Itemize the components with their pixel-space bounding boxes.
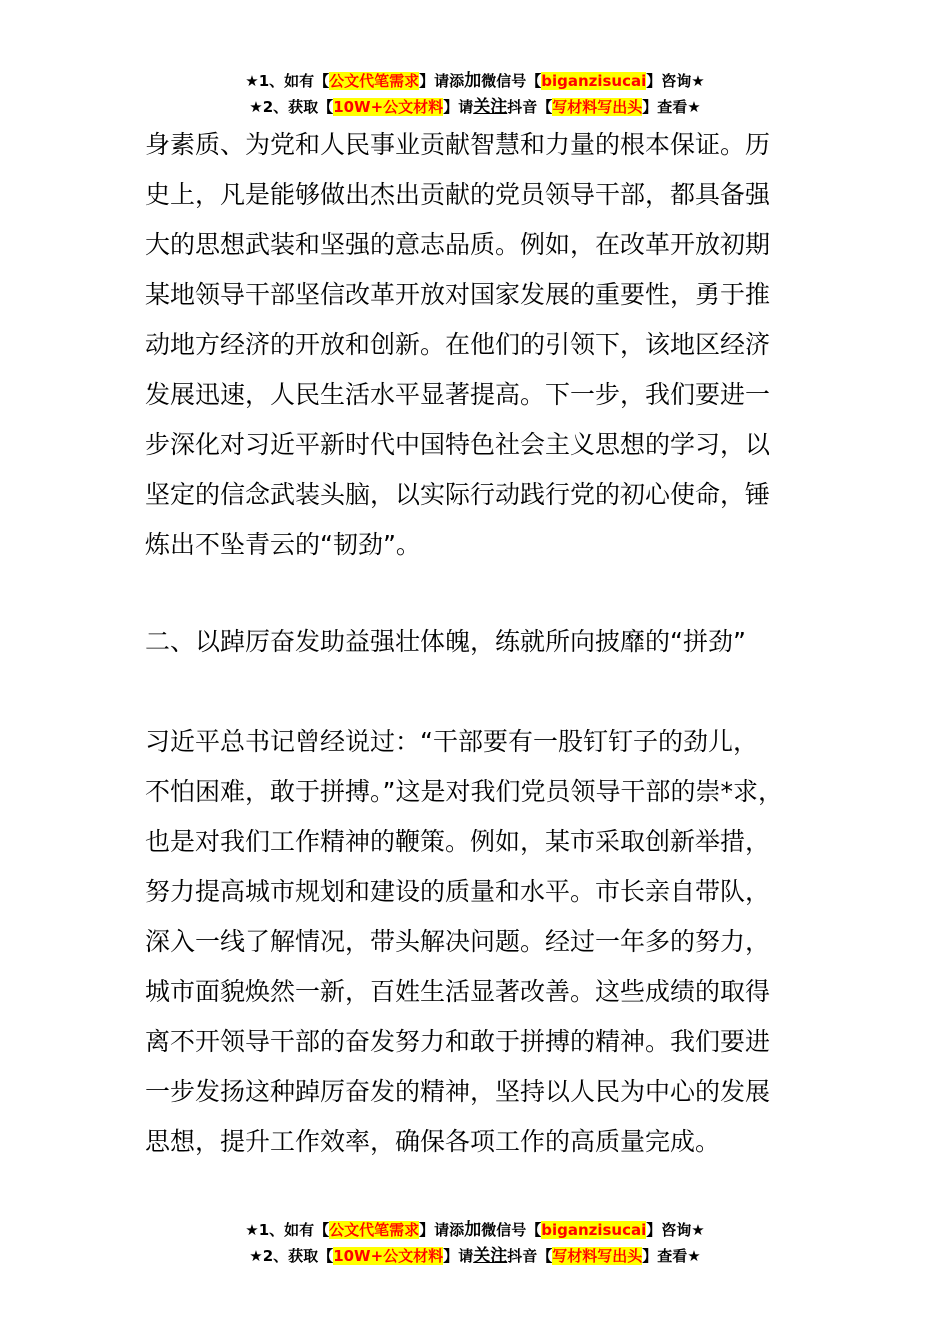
banner-1-highlight-service: 公文代笔需求	[329, 1221, 420, 1239]
banner-1-mid2: 微信号【	[481, 72, 542, 90]
paragraph-line: 一步发扬这种踔厉奋发的精神，坚持以人民为中心的发展	[145, 1077, 771, 1106]
footer-banner	[0, 1217, 950, 1269]
banner-2-emphasis: 关注	[473, 97, 508, 117]
banner-2-mid: 】请	[443, 1247, 474, 1265]
banner-line-2	[0, 1243, 950, 1269]
paragraph-line: 习近平总书记曾经说过：“干部要有一股钉钉子的劲儿，	[145, 727, 758, 756]
banner-2-highlight-douyin: 写材料写出头	[552, 1247, 643, 1265]
banner-2-prefix: ★2、获取【	[249, 98, 334, 116]
section-heading	[145, 617, 845, 667]
banner-1-prefix: ★1、如有【	[245, 1221, 330, 1239]
banner-1-prefix: ★1、如有【	[245, 72, 330, 90]
paragraph-1	[145, 120, 845, 570]
paragraph-line: 史上，凡是能够做出杰出贡献的党员领导干部，都具备强	[145, 180, 771, 209]
paragraph-line: 努力提高城市规划和建设的质量和水平。市长亲自带队，	[145, 877, 771, 906]
banner-2-prefix: ★2、获取【	[249, 1247, 334, 1265]
banner-1-mid: 】请添	[419, 1221, 465, 1239]
paragraph-line: 不怕困难，敢于拼搏。”这是对我们党员领导干部的崇*求，	[145, 777, 783, 806]
banner-2-suffix: 】查看★	[642, 1247, 701, 1265]
paragraph-2	[145, 717, 845, 1167]
banner-2-mid2: 抖音【	[507, 98, 553, 116]
banner-2-highlight-douyin: 写材料写出头	[552, 98, 643, 116]
banner-line-1	[0, 1217, 950, 1243]
banner-1-emphasis: 加	[464, 1220, 482, 1240]
banner-1-emphasis: 加	[464, 71, 482, 91]
banner-1-mid2: 微信号【	[481, 1221, 542, 1239]
paragraph-line: 某地领导干部坚信改革开放对国家发展的重要性，勇于推	[145, 280, 771, 309]
banner-2-highlight-materials: 10W+公文材料	[333, 1247, 444, 1265]
banner-1-highlight-wechat: biganzisucai	[541, 72, 647, 90]
paragraph-line: 步深化对习近平新时代中国特色社会主义思想的学习，以	[145, 430, 771, 459]
banner-1-highlight-wechat: biganzisucai	[541, 1221, 647, 1239]
paragraph-line: 炼出不坠青云的“韧劲”。	[145, 530, 421, 559]
banner-line-2	[0, 94, 950, 120]
paragraph-line: 发展迅速，人民生活水平显著提高。下一步，我们要进一	[145, 380, 771, 409]
banner-1-suffix: 】咨询★	[646, 72, 705, 90]
banner-2-emphasis: 关注	[473, 1246, 508, 1266]
paragraph-line: 身素质、为党和人民事业贡献智慧和力量的根本保证。历	[145, 130, 771, 159]
paragraph-line: 深入一线了解情况，带头解决问题。经过一年多的努力，	[145, 927, 771, 956]
heading-text: 二、以踔厉奋发助益强壮体魄，练就所向披靡的“拼劲”	[145, 627, 746, 656]
paragraph-line: 也是对我们工作精神的鞭策。例如，某市采取创新举措，	[145, 827, 771, 856]
banner-2-mid2: 抖音【	[507, 1247, 553, 1265]
banner-2-mid: 】请	[443, 98, 474, 116]
paragraph-line: 坚定的信念武装头脑，以实际行动践行党的初心使命，锤	[145, 480, 771, 509]
banner-1-highlight-service: 公文代笔需求	[329, 72, 420, 90]
header-banner	[0, 68, 950, 120]
paragraph-line: 城市面貌焕然一新，百姓生活显著改善。这些成绩的取得	[145, 977, 771, 1006]
banner-1-suffix: 】咨询★	[646, 1221, 705, 1239]
banner-line-1	[0, 68, 950, 94]
paragraph-line: 离不开领导干部的奋发努力和敢于拼搏的精神。我们要进	[145, 1027, 771, 1056]
paragraph-line: 思想，提升工作效率，确保各项工作的高质量完成。	[145, 1127, 721, 1156]
banner-1-mid: 】请添	[419, 72, 465, 90]
banner-2-highlight-materials: 10W+公文材料	[333, 98, 444, 116]
paragraph-line: 大的思想武装和坚强的意志品质。例如，在改革开放初期	[145, 230, 771, 259]
banner-2-suffix: 】查看★	[642, 98, 701, 116]
paragraph-line: 动地方经济的开放和创新。在他们的引领下，该地区经济	[145, 330, 771, 359]
